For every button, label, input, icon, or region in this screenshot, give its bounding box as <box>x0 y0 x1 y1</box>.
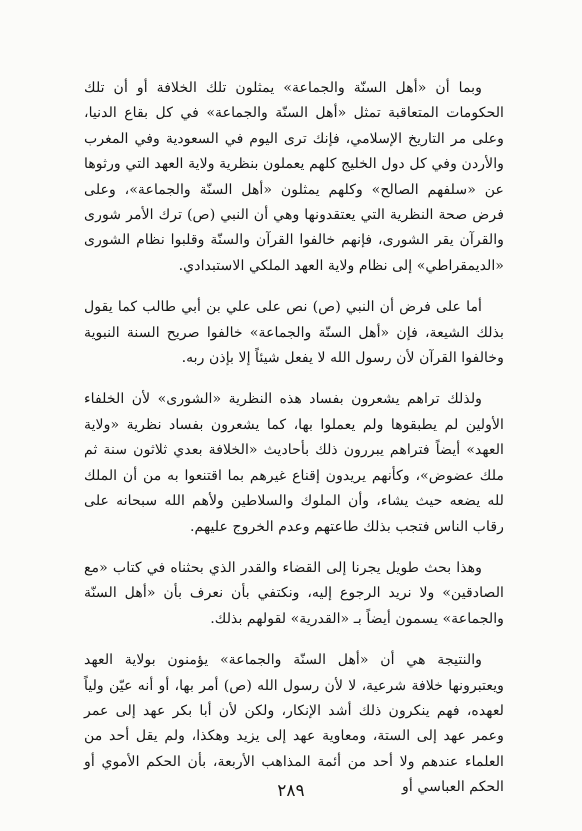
paragraph-4: وهذا بحث طويل يجرنا إلى القضاء والقدر الذي بحثناه في كتاب «مع الصادقين» ولا نريد الرجوع إليه، ونكتفي بأن نعرف بأن «أهل السنّة والجماعة» يسمون أيضاً بـ «القدرية» لقولهم بذلك. <box>84 559 504 627</box>
page-number: ٢٨٩ <box>277 781 305 801</box>
paragraph-2: أما على فرض أن النبي (ص) نص على علي بن أبي طالب كما يقول بذلك الشيعة، فإن «أهل السنّة والجماعة» خالفوا صريح السنة النبوية وخالفوا القرآن لأن رسول الله لا يفعل شيئاً إلا بإذن ربه. <box>84 299 504 367</box>
paragraph-5: والنتيجة هي أن «أهل السنّة والجماعة» يؤمنون بولاية العهد ويعتبرونها خلافة شرعية، لا لأن رسول الله (ص) أمر بها، أو أنه عيّن ولياً لعهده، فهم ينكرون ذلك أشد الإنكار، ولكن لأن أبا بكر عهد إلى عمر وعمر عهد إلى الستة، ومعاوية عهد إلى يزيد وهكذا، ولم يقل أحد من العلماء عندهم ولا أحد من أئمة المذاهب الأربعة، بأن الحكم الأموي أو الحكم العباسي أو <box>84 652 504 796</box>
paragraph-3: ولذلك تراهم يشعرون بفساد هذه النظرية «الشورى» لأن الخلفاء الأولين لم يطبقوها ولم يعملوا بها، كما يشعرون بفساد نظرية «ولاية العهد» أيضاً فتراهم يبررون ذلك بأحاديث «الخلافة بعدي ثلاثون سنة ثم ملك عضوض»، وكأنهم يريدون إقناع غيرهم بما اقتنعوا به من أن الملك لله يضعه حيث يشاء، وأن الملوك والسلاطين ولأهم الله سبحانه على رقاب الناس فتجب بذلك طاعتهم وعدم الخروج عليهم. <box>84 391 504 535</box>
paragraph-1: وبما أن «أهل السنّة والجماعة» يمثلون تلك الخلافة أو أن تلك الحكومات المتعاقبة تمثل «أهل السنّة والجماعة» في كل بقاع الدنيا، وعلى مر التاريخ الإسلامي، فإنك ترى اليوم في السعودية وفي المغرب والأردن وفي كل دول الخليج كلهم يعملون بنظرية ولاية العهد التي ورثوها عن «سلفهم الصالح» وكلهم يمثلون «أهل السنّة والجماعة»، وعلى فرض صحة النظرية التي يعتقدونها وهي أن النبي (ص) ترك الأمر شورى والقرآن يقر الشورى، فإنهم خالفوا القرآن والسنّة وقلبوا نظام الشورى «الديمقراطي» إلى نظام ولاية العهد الملكي الاستبدادي. <box>84 80 504 274</box>
